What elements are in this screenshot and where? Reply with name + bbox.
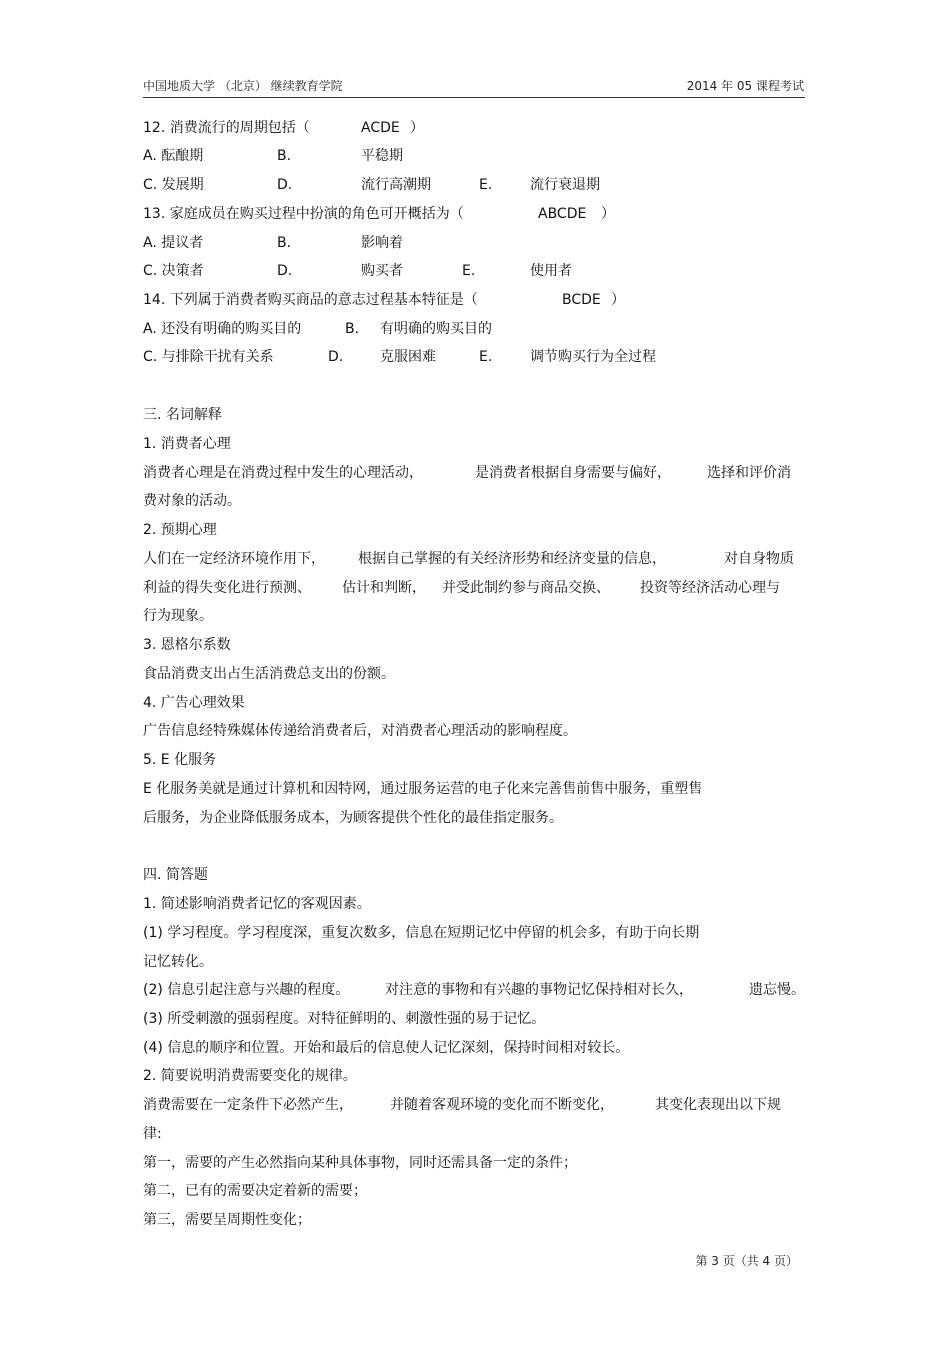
q14-option-b: 有明确的购买目的 — [380, 321, 492, 337]
term-3-text: 食品消费支出占生活消费总支出的份额。 — [143, 666, 395, 682]
short-q2-text: 律: — [143, 1126, 162, 1142]
short-q1-point-1: (1) 学习程度。学习程度深，重复次数多，信息在短期记忆中停留的机会多，有助于向长期 — [143, 925, 700, 941]
q13-option-c: C. 决策者 — [143, 263, 204, 279]
term-1-text: 消费者心理是在消费过程中发生的心理活动， — [143, 465, 423, 481]
q12-stem: 12. 消费流行的周期包括（ — [143, 120, 310, 136]
q14-option-e-letter: E. — [479, 349, 493, 365]
term-2-text: 对自身物质 — [724, 551, 794, 567]
short-q1-point-1: 记忆转化。 — [143, 954, 213, 970]
short-q1-point-3: (3) 所受刺激的强弱程度。对特征鲜明的、刺激性强的易于记忆。 — [143, 1011, 546, 1027]
q13-option-d: 购买者 — [361, 263, 403, 279]
q12-option-b: 平稳期 — [361, 148, 403, 164]
section-short-heading: 四. 简答题 — [143, 867, 208, 883]
term-4-text: 广告信息经特殊媒体传递给消费者后，对消费者心理活动的影响程度。 — [143, 723, 577, 739]
q13-answer: ABCDE — [538, 206, 587, 222]
term-4-title: 4. 广告心理效果 — [143, 695, 245, 711]
header-institution: 中国地质大学 （北京） 继续教育学院 — [143, 79, 343, 93]
short-q2-title: 2. 简要说明消费需要变化的规律。 — [143, 1068, 357, 1084]
q12-answer: ACDE — [361, 120, 400, 136]
term-2-text: 投资等经济活动心理与 — [640, 580, 780, 596]
q12-option-d: 流行高潮期 — [361, 177, 431, 193]
q14-option-d-letter: D. — [328, 349, 344, 365]
term-2-text: 人们在一定经济环境作用下， — [143, 551, 325, 567]
q13-stem: 13. 家庭成员在购买过程中扮演的角色可开概括为（ — [143, 206, 464, 222]
short-q2-rule-1: 第一，需要的产生必然指向某种具体事物，同时还需具备一定的条件； — [143, 1155, 577, 1171]
short-q1-point-4: (4) 信息的顺序和位置。开始和最后的信息使人记忆深刻，保持时间相对较长。 — [143, 1040, 630, 1056]
term-2-text: 利益的得失变化进行预测、 — [143, 580, 311, 596]
q12-option-b-letter: B. — [277, 148, 292, 164]
short-q2-text: 消费需要在一定条件下必然产生， — [143, 1097, 353, 1113]
q14-option-e: 调节购买行为全过程 — [530, 349, 656, 365]
q14-option-b-letter: B. — [345, 321, 360, 337]
short-q2-rule-3: 第三，需要呈周期性变化； — [143, 1212, 311, 1228]
term-1-title: 1. 消费者心理 — [143, 436, 231, 452]
term-5-title: 5. E 化服务 — [143, 752, 217, 768]
short-q1-point-2: (2) 信息引起注意与兴趣的程度。 — [143, 982, 350, 998]
q14-option-c: C. 与排除干扰有关系 — [143, 349, 274, 365]
term-2-title: 2. 预期心理 — [143, 522, 217, 538]
term-2-text: 根据自己掌握的有关经济形势和经济变量的信息， — [358, 551, 666, 567]
q14-close: ） — [611, 292, 625, 308]
header-exam: 2014 年 05 课程考试 — [686, 79, 804, 93]
term-3-title: 3. 恩格尔系数 — [143, 637, 231, 653]
term-1-text: 选择和评价消 — [707, 465, 791, 481]
section-terms-heading: 三. 名词解释 — [143, 407, 222, 423]
q13-close: ） — [601, 206, 615, 222]
q12-option-a: A. 酝酿期 — [143, 148, 204, 164]
q14-option-d: 克服困难 — [380, 349, 436, 365]
q13-option-e-letter: E. — [462, 263, 476, 279]
term-2-text: 并受此制约参与商品交换、 — [442, 580, 610, 596]
q14-option-a: A. 还没有明确的购买目的 — [143, 321, 302, 337]
q12-option-c: C. 发展期 — [143, 177, 204, 193]
q14-answer: BCDE — [562, 292, 601, 308]
q12-option-e: 流行衰退期 — [530, 177, 600, 193]
short-q1-point-2: 遗忘慢。 — [749, 982, 805, 998]
short-q2-rule-2: 第二，已有的需要决定着新的需要； — [143, 1183, 367, 1199]
header-rule — [143, 97, 805, 98]
term-2-text: 行为现象。 — [143, 608, 213, 624]
page-number: 第 3 页（共 4 页） — [695, 1254, 798, 1268]
short-q2-text: 其变化表现出以下规 — [655, 1097, 781, 1113]
short-q2-text: 并随着客观环境的变化而不断变化， — [390, 1097, 614, 1113]
q13-option-d-letter: D. — [277, 263, 293, 279]
term-2-text: 估计和判断， — [342, 580, 426, 596]
term-5-text: 后服务，为企业降低服务成本，为顾客提供个性化的最佳指定服务。 — [143, 810, 563, 826]
q12-option-d-letter: D. — [277, 177, 293, 193]
q13-option-b: 影响着 — [361, 235, 403, 251]
q12-option-e-letter: E. — [479, 177, 493, 193]
term-5-text: E 化服务美就是通过计算机和因特网，通过服务运营的电子化来完善售前售中服务，重塑售 — [143, 781, 703, 797]
q12-close: ） — [410, 120, 424, 136]
q13-option-b-letter: B. — [277, 235, 292, 251]
q13-option-a: A. 提议者 — [143, 235, 204, 251]
term-1-text: 是消费者根据自身需要与偏好， — [475, 465, 671, 481]
term-1-text: 费对象的活动。 — [143, 493, 241, 509]
short-q1-title: 1. 简述影响消费者记忆的客观因素。 — [143, 896, 371, 912]
short-q1-point-2: 对注意的事物和有兴趣的事物记忆保持相对长久， — [385, 982, 693, 998]
q13-option-e: 使用者 — [530, 263, 572, 279]
q14-stem: 14. 下列属于消费者购买商品的意志过程基本特征是（ — [143, 292, 478, 308]
